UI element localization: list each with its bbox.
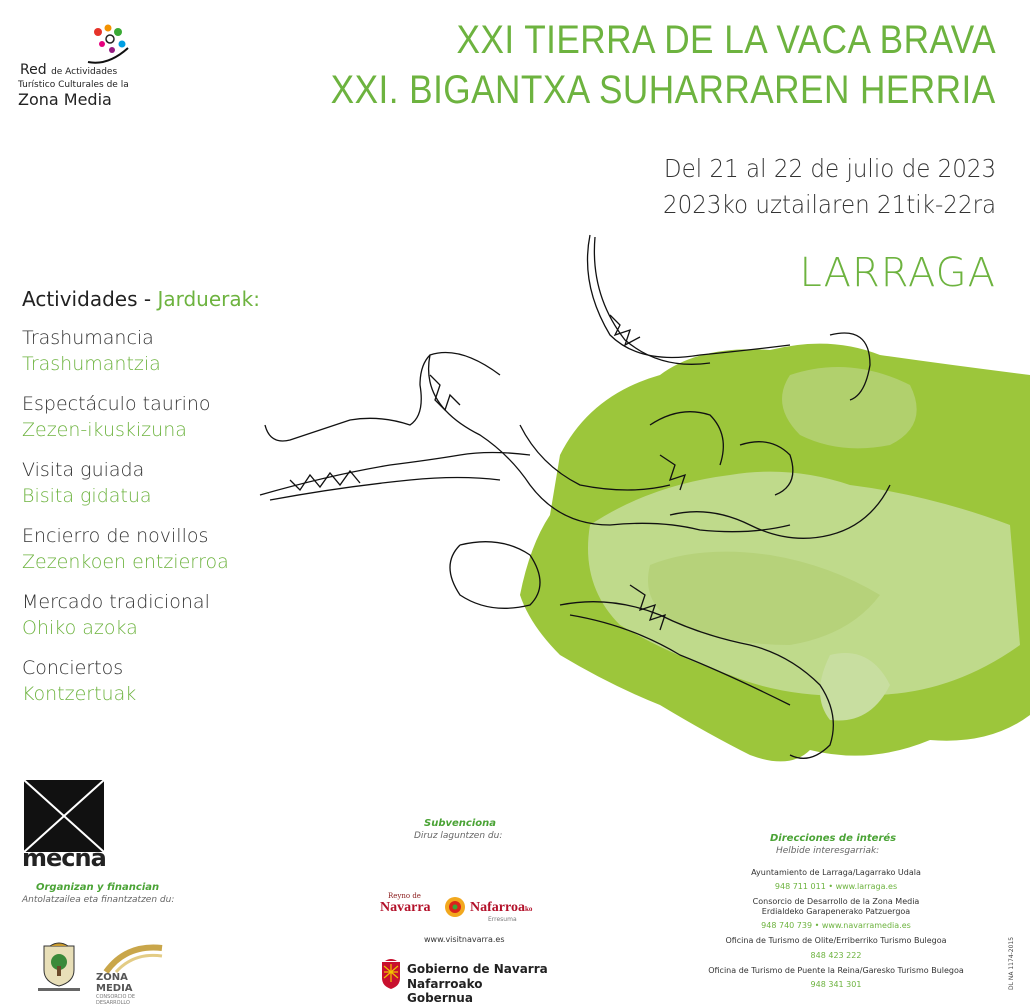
event-date-es: Del 21 al 22 de julio de 2023 <box>663 154 996 183</box>
zona-media-sub: CONSORCIO DE DESARROLLO <box>96 994 136 1006</box>
contact-info[interactable]: 948 711 011 • www.larraga.es <box>774 882 898 891</box>
contact-name: Ayuntamiento de Larraga/Lagarrako Udala <box>751 868 921 877</box>
nafarroa-text: Nafarroa <box>470 900 525 915</box>
red-actividades-logo <box>18 22 138 112</box>
logo-red-line1: Red de Actividades <box>20 62 118 78</box>
zona-media-swoosh-icon <box>96 944 166 974</box>
activities-heading-eu: Jarduerak: <box>157 287 260 311</box>
activities-heading-sep: - <box>137 287 158 311</box>
contact-info[interactable]: 948 341 301 <box>810 980 862 989</box>
logo-red-line2: Turístico Culturales de la <box>18 80 129 90</box>
organizan-label-es: Organizan y financian <box>36 882 160 893</box>
legal-deposit: DL NA 1174-2015 <box>1008 936 1015 990</box>
ayuntamiento-crest-icon <box>36 940 82 992</box>
activity-name-es: Encierro de novillos <box>22 525 209 547</box>
direcciones-label-es: Direcciones de interés <box>770 833 897 844</box>
organizan-label-eu: Antolatzailea eta finantzatzen du: <box>22 895 175 905</box>
erresuma-text: Erresuma <box>488 916 517 923</box>
activity-name-eu: Bisita gidatua <box>22 485 152 507</box>
contact-name: Oficina de Turismo de Olite/Erriberriko Turismo Bulegoa <box>725 936 947 945</box>
reyno-small-text: Reyno de <box>388 892 421 900</box>
contact-info[interactable]: 948 740 739 • www.navarramedia.es <box>761 921 911 930</box>
activity-name-eu: Zezen-ikuskizuna <box>22 419 187 441</box>
subvenciona-label-eu: Diruz laguntzen du: <box>414 831 503 841</box>
mecna-wordmark: mecna <box>22 844 106 872</box>
contact-name-2: Erdialdeko Garapenerako Patzuergoa <box>761 907 911 916</box>
activity-name-es: Conciertos <box>22 657 124 679</box>
activity-name-es: Espectáculo taurino <box>22 393 211 415</box>
direcciones-label-eu: Helbide interesgarriak: <box>776 846 880 856</box>
visitnavarra-url[interactable]: www.visitnavarra.es <box>424 935 505 944</box>
bull-map-illustration <box>230 225 1030 785</box>
activity-item <box>22 459 152 507</box>
activity-item <box>22 525 229 573</box>
navarra-star-icon <box>444 896 466 918</box>
green-map-shape <box>520 344 1030 762</box>
event-title-es: XXI TIERRA DE LA VACA BRAVA <box>456 18 996 62</box>
nafarroa-wordmark <box>470 900 532 916</box>
event-place: LARRAGA <box>799 250 996 296</box>
reyno-navarra-logo <box>380 890 540 926</box>
gobierno-es-text: Gobierno de Navarra <box>407 962 548 976</box>
zona-media-text: ZONA MEDIA <box>96 972 133 994</box>
activities-heading-es: Actividades <box>22 287 138 311</box>
navarra-shield-icon <box>380 958 402 990</box>
activity-item <box>22 393 211 441</box>
activity-name-eu: Ohiko azoka <box>22 617 138 639</box>
contact-name: Consorcio de Desarrollo de la Zona Media <box>752 897 920 906</box>
gobierno-navarra-logo <box>380 956 550 1005</box>
event-date-eu: 2023ko uztailaren 21tik-22ra <box>662 190 996 219</box>
contact-info[interactable]: 848 423 222 <box>810 951 862 960</box>
navarra-text: Navarra <box>380 900 431 915</box>
nafarroa-suffix: ko <box>524 905 533 913</box>
contact-name: Oficina de Turismo de Puente la Reina/Garesko Turismo Bulegoa <box>708 966 964 975</box>
event-title-eu: XXI. BIGANTXA SUHARRAREN HERRIA <box>331 68 996 112</box>
activity-name-eu: Kontzertuak <box>22 683 137 705</box>
activity-name-es: Trashumancia <box>22 327 154 349</box>
activities-heading <box>22 287 260 311</box>
activity-name-eu: Zezenkoen entzierroa <box>22 551 229 573</box>
logo-red-line3: Zona Media <box>18 90 112 109</box>
activity-item <box>22 657 136 705</box>
activity-item <box>22 591 210 639</box>
gobierno-eu-text: Nafarroako Gobernua <box>407 977 483 1005</box>
zona-media-logo <box>96 944 166 1006</box>
activity-item <box>22 327 161 375</box>
subvenciona-label-es: Subvenciona <box>424 818 496 829</box>
activity-name-es: Visita guiada <box>22 459 145 481</box>
activity-name-es: Mercado tradicional <box>22 591 210 613</box>
activity-name-eu: Trashumantzia <box>22 353 161 375</box>
